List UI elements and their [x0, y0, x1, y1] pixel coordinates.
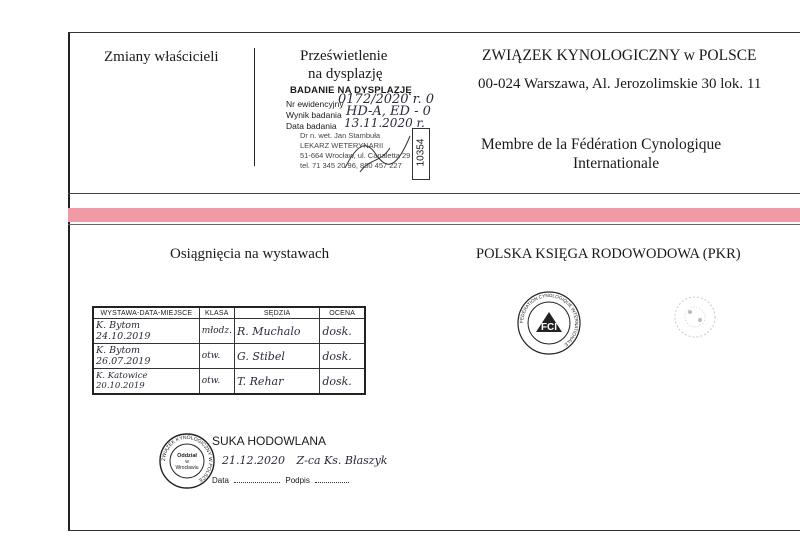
fci-membership-line2: Internationale — [573, 155, 660, 172]
table-cell: K. Bytom 26.07.2019 — [93, 344, 199, 369]
table-row — [93, 369, 365, 395]
vet-stamp-number: 10354 — [415, 138, 427, 167]
xray-heading-line1: Prześwietlenie — [300, 48, 388, 64]
vet-stamp-line: LEKARZ WETERYNARII — [300, 141, 384, 150]
date-signature-labels — [212, 476, 349, 485]
table-header: WYSTAWA-DATA-MIEJSCE — [93, 307, 199, 319]
table-cell: dosk. — [320, 369, 365, 395]
stamp-center-line: w — [185, 459, 189, 465]
header-rule — [68, 193, 800, 194]
result-label: Wynik badania — [286, 110, 342, 120]
fci-logo-icon — [516, 290, 582, 356]
table-cell: dosk. — [320, 344, 365, 369]
owners-changes-heading: Zmiany właścicieli — [104, 49, 219, 65]
table-row — [93, 319, 365, 344]
signature-field-label: Podpis — [285, 476, 310, 485]
record-label: Nr ewidencyjny — [286, 99, 344, 109]
band-rule — [68, 224, 800, 225]
table-header-row — [93, 307, 365, 319]
table-cell: K. Bytom 24.10.2019 — [93, 319, 199, 344]
table-cell: G. Stibel — [234, 344, 319, 369]
result-value: HD-A, ED - 0 — [346, 104, 431, 119]
table-header: KLASA — [199, 307, 234, 319]
table-cell: T. Rehar — [234, 369, 319, 395]
date-label: Data badania — [286, 121, 337, 131]
fci-logo-text: FCI — [540, 322, 558, 333]
table-cell: R. Muchalo — [234, 319, 319, 344]
xray-heading-line2: na dysplazję — [308, 66, 383, 82]
pink-band — [68, 208, 800, 222]
branch-stamp-icon — [158, 432, 216, 490]
table-cell: otw. — [199, 369, 234, 395]
vet-stamp-line: tel. 71 345 20 96, 880 457 227 — [300, 161, 402, 170]
organization-name: ZWIĄZEK KYNOLOGICZNY w POLSCE — [482, 47, 757, 64]
achievements-heading: Osiągnięcia na wystawach — [170, 246, 330, 262]
stamp-ring-text: ZWIĄZEK KYNOLOGICZNY W POLSCE — [160, 434, 214, 484]
stamp-center-line: Oddział — [177, 453, 197, 459]
fci-ring-text: FÉDÉRATION CYNOLOGIQUE INTERNATIONALE — [518, 292, 580, 348]
registry-heading: POLSKA KSIĘGA RODOWODOWA (PKR) — [476, 246, 741, 262]
breeding-bitch-title: SUKA HODOWLANA — [212, 434, 327, 448]
breeding-date-value: 21.12.2020 — [222, 454, 285, 467]
shows-table — [92, 306, 366, 395]
date-field-label: Data — [212, 476, 229, 485]
fci-membership-line1: Membre de la Fédération Cynologique — [481, 136, 722, 153]
record-value: 0172/2020 r. 0 — [338, 92, 435, 107]
table-header: OCENA — [320, 307, 365, 319]
organization-address: 00-024 Warszawa, Al. Jerozolimskie 30 lok. 11 — [478, 76, 762, 92]
table-cell: dosk. — [320, 319, 365, 344]
breeding-date-signature — [222, 454, 387, 467]
header-divider — [254, 48, 255, 166]
table-cell: młodz. — [199, 319, 234, 344]
table-row — [93, 344, 365, 369]
stamp-center-line: Wrocławiu — [175, 465, 199, 471]
table-cell: K. Katowice 20.10.2019 — [93, 369, 199, 395]
table-cell: otw. — [199, 344, 234, 369]
vet-stamp-line: 51-664 Wrocław, ul. Canaletta 29 — [300, 151, 411, 160]
vet-signature-icon — [340, 128, 420, 178]
hologram-mark-icon — [672, 294, 718, 340]
vet-stamp-line: Dr n. wet. Jan Stambuła — [300, 131, 381, 140]
exam-date-value: 13.11.2020 r. — [344, 116, 425, 130]
breeding-signature-value: Z-ca Ks. Błaszyk — [296, 454, 388, 467]
table-header: SĘDZIA — [234, 307, 319, 319]
exam-title: BADANIE NA DYSPLAZJĘ — [290, 85, 412, 96]
